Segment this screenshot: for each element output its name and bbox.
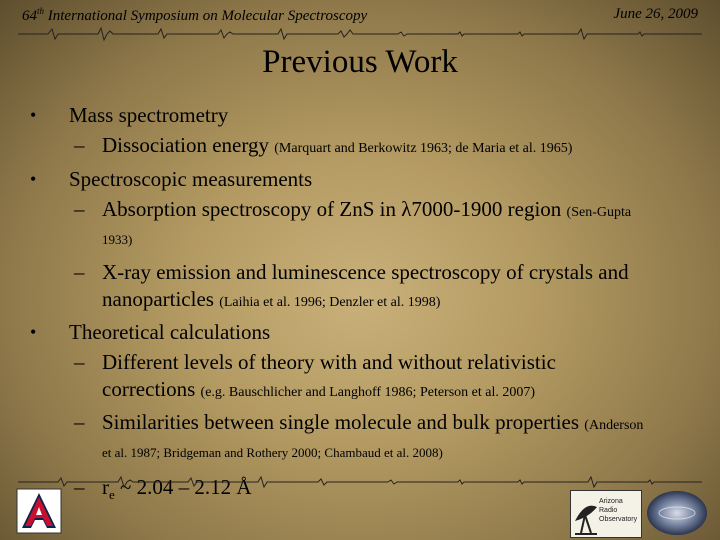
sub-levels-of-theory-cont: corrections (e.g. Bauschlicher and Langhoff 1986; Peterson et al. 2007) <box>102 377 536 401</box>
bullet-spectroscopic-measurements: • Spectroscopic measurements <box>24 164 694 194</box>
sub-xray-emission-cont: nanoparticles (Laihia et al. 1996; Denzler et al. 1998) <box>102 287 441 311</box>
citation: (Sen-Gupta <box>566 205 632 220</box>
date-header: June 26, 2009 <box>613 6 698 22</box>
citation-continuation: 1933) <box>102 232 133 247</box>
sub-dissociation-energy: – Dissociation energy (Marquart and Berkowitz 1963; de Maria et al. 1965) <box>24 130 694 164</box>
slide-title: Previous Work <box>262 44 458 80</box>
top-spectrum-line <box>18 26 702 42</box>
bullet-marker: • <box>30 322 37 342</box>
bullet-marker: • <box>30 169 37 189</box>
bullet-theoretical-calculations: • Theoretical calculations <box>24 317 694 347</box>
aro-label: Arizona Radio Observatory <box>599 498 638 523</box>
citation: (Laihia et al. 1996; Denzler et al. 1998) <box>219 295 441 310</box>
galaxy-globe-logo <box>645 490 709 536</box>
bullet-mass-spectrometry: • Mass spectrometry <box>24 100 694 130</box>
citation: (Anderson <box>584 418 644 433</box>
sub-xray-emission: – X-ray emission and luminescence spectroscopy of crystals and <box>24 257 694 287</box>
sub-similarities: – Similarities between single molecule and bulk properties (Anderson <box>24 407 694 441</box>
sub-absorption-spectroscopy: – Absorption spectroscopy of ZnS in λ7000-1900 region (Sen-Gupta <box>24 194 694 228</box>
citation-continuation: et al. 1987; Bridgeman and Rothery 2000; Chambaud et al. 2008) <box>102 445 443 460</box>
university-of-arizona-logo <box>16 488 62 534</box>
bottom-spectrum-line <box>18 474 702 490</box>
slide-content <box>24 100 694 510</box>
sub-bond-length: – $r_e$ ~ 2.04 – 2.12 Å <box>24 472 694 510</box>
dash-marker: – <box>74 260 85 284</box>
sub-levels-of-theory: – Different levels of theory with and without relativistic <box>24 347 694 377</box>
citation: (Marquart and Berkowitz 1963; de Maria et al. 1965) <box>274 141 573 156</box>
arizona-radio-observatory-logo <box>570 490 642 538</box>
dash-marker: – <box>74 133 85 157</box>
dash-marker: – <box>74 410 85 434</box>
dash-marker: – <box>74 475 85 499</box>
dash-marker: – <box>74 350 85 374</box>
dash-marker: – <box>74 197 85 221</box>
bullet-marker: • <box>30 105 37 125</box>
radio-telescope-icon <box>571 491 601 537</box>
citation: (e.g. Bauschlicher and Langhoff 1986; Peterson et al. 2007) <box>200 385 536 400</box>
conference-header: 64th International Symposium on Molecular Spectroscopy <box>22 6 368 24</box>
